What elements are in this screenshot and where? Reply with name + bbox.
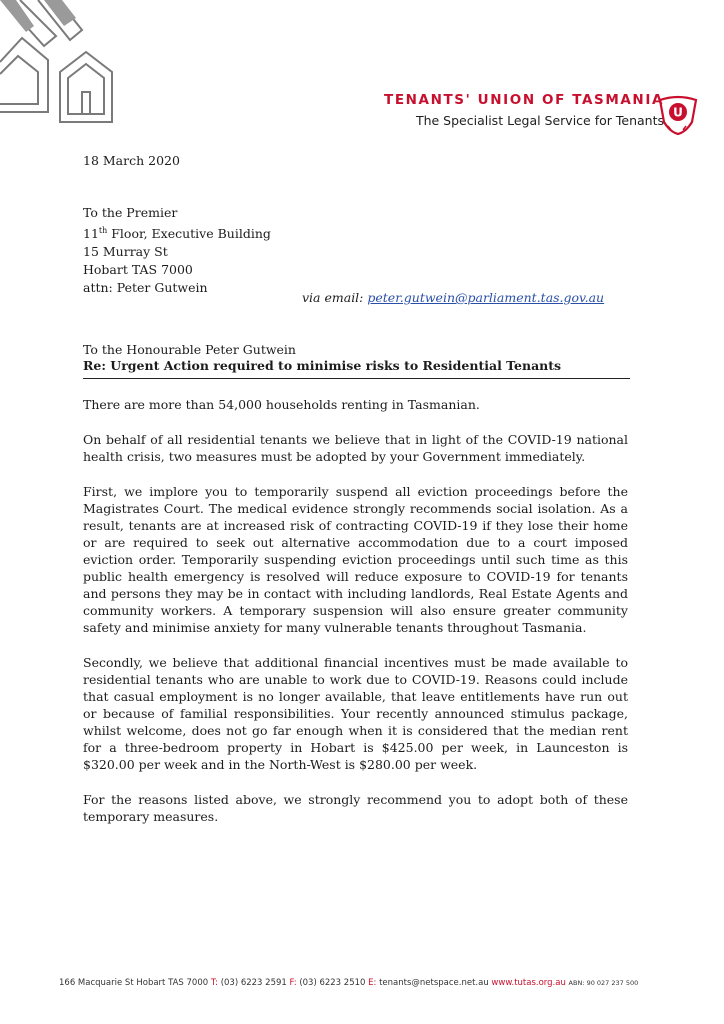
recipient-line: To the Premier: [83, 205, 178, 220]
body-paragraph: There are more than 54,000 households renting in Tasmanian.: [83, 397, 480, 412]
letterhead-footer: [59, 978, 638, 988]
org-name: TENANTS' UNION OF TASMANIA: [384, 92, 664, 108]
body-paragraph: For the reasons listed above, we strongly recommend you to adopt both of these temporary measures.: [83, 792, 628, 824]
footer-fax: (03) 6223 2510: [299, 978, 369, 988]
recipient-line: 15 Murray St: [83, 244, 168, 260]
recipient-line: 11th Floor, Executive Building: [83, 226, 271, 242]
body-paragraph: On behalf of all residential tenants we believe that in light of the COVID-19 national health crisis, two measures must be adopted by your Government immediately.: [83, 432, 628, 464]
footer-email: tenants@netspace.net.au: [379, 978, 492, 988]
salutation: To the Honourable Peter Gutwein: [83, 342, 296, 357]
tasmania-tu-emblem-icon: [656, 92, 700, 136]
body-paragraph: Secondly, we believe that additional financial incentives must be made available to residential tenants who are unable to work due to COVID-19. Reasons could include that casual employment is no longer available, that leave entitlements have run out or because of familial responsibilities. Your recently announced stimulus package, whilst welcome, does not go far enough when it is considered that the median rent for a three-bedroom property in Hobart is $425.00 per week, in Launceston is $320.00 per week and in the North-West is $280.00 per week.: [83, 655, 628, 772]
footer-abn: ABN: 90 027 237 500: [568, 979, 639, 987]
keys-and-house-art: [0, 0, 150, 130]
footer-address: 166 Macquarie St Hobart TAS 7000: [59, 978, 211, 988]
footer-phone: (03) 6223 2591: [220, 978, 290, 988]
letter-date: 18 March 2020: [83, 153, 180, 168]
via-email-label: via email:: [302, 290, 368, 305]
footer-email-label: E:: [368, 978, 380, 988]
org-header: [384, 92, 664, 128]
footer-phone-label: T:: [210, 978, 221, 988]
svg-text:U: U: [673, 105, 683, 120]
recipient-line: Hobart TAS 7000: [83, 262, 193, 278]
org-tagline: The Specialist Legal Service for Tenants: [415, 113, 664, 128]
letter-body: [83, 396, 628, 843]
subject-line: Re: Urgent Action required to minimise risks to Residential Tenants: [83, 358, 562, 373]
body-paragraph: First, we implore you to temporarily suspend all eviction proceedings before the Magistrates Court. The medical evidence strongly recommends social isolation. As a result, tenants are at increased risk of contracting COVID-19 if they lose their home or are required to seek out alternative accommodation due to a court imposed eviction order. Temporarily suspending eviction proceedings until such time as this public health emergency is resolved will reduce exposure to COVID-19 for tenants and persons they may be in contact with including landlords, Real Estate Agents and community workers. A temporary suspension will also ensure greater community safety and minimise anxiety for many vulnerable tenants throughout Tasmania.: [83, 484, 628, 635]
email-link[interactable]: peter.gutwein@parliament.tas.gov.au: [367, 290, 605, 305]
footer-website: www.tutas.org.au: [491, 978, 566, 988]
subject-divider: [83, 378, 630, 379]
recipient-address: [83, 204, 271, 297]
via-email: [302, 290, 604, 305]
recipient-line: attn: Peter Gutwein: [83, 280, 208, 296]
footer-fax-label: F:: [289, 978, 300, 988]
